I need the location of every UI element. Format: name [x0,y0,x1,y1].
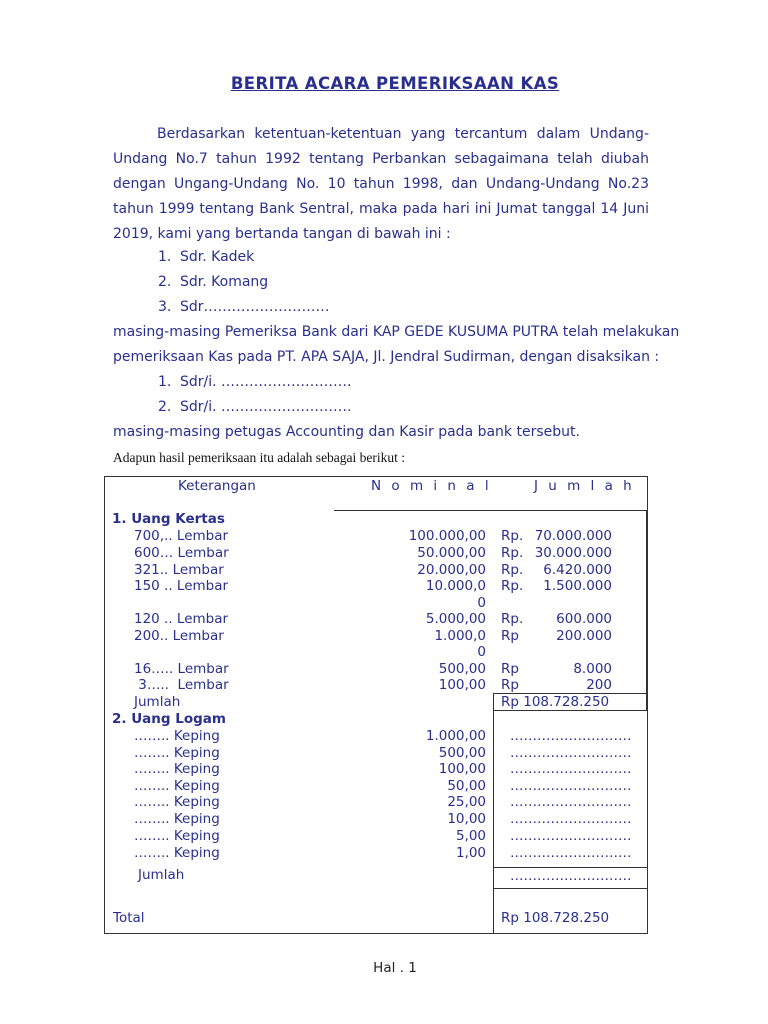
witness-item: 2. Sdr/i. ………………………. [158,399,352,415]
total-label: Total [113,910,145,926]
row-desc: …….. Keping [134,778,220,794]
section-heading: 2. Uang Logam [112,711,226,727]
row-amount: 200 [586,677,612,693]
section-heading: 1. Uang Kertas [112,511,225,527]
row-amount: 8.000 [573,661,612,677]
row-nominal: 100,00 [438,761,486,777]
row-amount: ……………………… [510,794,632,810]
row-desc: …….. Keping [134,745,220,761]
header-jumlah: J u m l a h [534,478,635,494]
row-nominal: 1.000,00 [425,728,486,744]
row-currency: Rp. [501,562,524,578]
row-amount: ……………………… [510,761,632,777]
row-desc: 150 .. Lembar [134,578,229,594]
row-nominal-wrap: 0 [477,644,486,660]
page-number: Hal . 1 [373,960,417,976]
subtotal-value: ……………………… [510,868,632,884]
total-value: Rp 108.728.250 [501,910,610,926]
row-currency: Rp. [501,611,524,627]
row-currency: Rp. [501,578,524,594]
subtotal-label: Jumlah [138,867,185,883]
row-currency: Rp [501,677,519,693]
row-desc: …….. Keping [134,794,220,810]
row-desc: 3….. Lembar [134,677,229,693]
row-desc: 120 .. Lembar [134,611,229,627]
column-divider [646,510,647,710]
row-desc: 700,.. Lembar [134,528,229,544]
row-desc: …….. Keping [134,845,220,861]
row-desc: …….. Keping [134,828,220,844]
row-desc: …….. Keping [134,811,220,827]
result-intro: Adapun hasil pemeriksaan itu adalah sebagai berikut : [113,450,406,465]
intro-paragraph [113,122,649,247]
intro-text: Berdasarkan ketentuan-ketentuan yang tercantum dalam Undang-Undang No.7 tahun 1992 tentang Perbankan sebagaimana telah diubah dengan Ungang-Undang No. 10 tahun 1998, dan Undang-Undang No.23 tahun 1999 tentang Bank Sentral, maka pada hari ini Jumat tanggal 14 Juni 2019, kami yang bertanda tangan di bawah ini : [113,126,649,242]
row-nominal: 100,00 [438,677,486,693]
header-keterangan: Keterangan [178,478,256,494]
row-nominal: 1.000,0 [434,628,486,644]
row-amount: ……………………… [510,728,632,744]
row-desc: 16….. Lembar [134,661,229,677]
row-nominal: 100.000,00 [408,528,486,544]
row-desc: …….. Keping [134,761,220,777]
body-line: pemeriksaan Kas pada PT. APA SAJA, Jl. Jendral Sudirman, dengan disaksikan : [113,349,660,365]
row-amount: 30.000.000 [534,545,612,561]
row-currency: Rp [501,628,519,644]
row-currency: Rp [501,661,519,677]
row-amount: 6.420.000 [543,562,612,578]
row-desc: 200.. Lembar [134,628,224,644]
row-nominal: 50.000,00 [417,545,486,561]
subtotal-line [493,888,648,889]
column-divider [493,693,494,934]
row-nominal: 500,00 [438,745,486,761]
row-nominal: 10,00 [447,811,486,827]
row-currency: Rp. [501,528,524,544]
header-divider [334,510,648,511]
row-nominal-wrap: 0 [477,595,486,611]
row-amount: 70.000.000 [534,528,612,544]
body-line: masing-masing petugas Accounting dan Kasir pada bank tersebut. [113,424,580,440]
body-line: masing-masing Pemeriksa Bank dari KAP GEDE KUSUMA PUTRA telah melakukan [113,324,680,340]
subtotal-value: Rp 108.728.250 [501,694,610,710]
row-amount: 1.500.000 [543,578,612,594]
examiner-item: 3. Sdr……………………… [158,299,330,315]
row-amount: ……………………… [510,745,632,761]
row-nominal: 50,00 [447,778,486,794]
row-nominal: 10.000,0 [425,578,486,594]
row-desc: …….. Keping [134,728,220,744]
row-currency: Rp. [501,545,524,561]
subtotal-label: Jumlah [134,694,181,710]
row-nominal: 20.000,00 [417,562,486,578]
row-nominal: 1,00 [455,845,486,861]
row-nominal: 5.000,00 [425,611,486,627]
row-nominal: 25,00 [447,794,486,810]
row-amount: ……………………… [510,828,632,844]
examiner-item: 2. Sdr. Komang [158,274,269,290]
witness-item: 1. Sdr/i. ………………………. [158,374,352,390]
row-amount: ……………………… [510,778,632,794]
row-desc: 600… Lembar [134,545,229,561]
row-nominal: 5,00 [455,828,486,844]
row-amount: 600.000 [556,611,612,627]
row-nominal: 500,00 [438,661,486,677]
row-amount: ……………………… [510,811,632,827]
document-title: BERITA ACARA PEMERIKSAAN KAS [230,74,560,93]
row-desc: 321.. Lembar [134,562,224,578]
row-amount: 200.000 [556,628,612,644]
examiner-item: 1. Sdr. Kadek [158,249,255,265]
header-nominal: N o m i n a l [371,478,492,494]
row-amount: ……………………… [510,845,632,861]
